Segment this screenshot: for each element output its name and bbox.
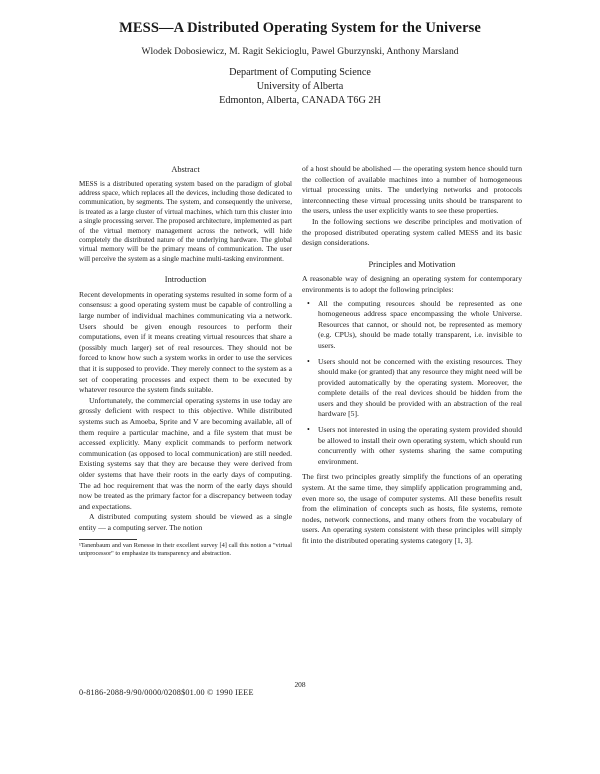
- intro-paragraph-2: Unfortunately, the commercial operating systems in use today are grossly deficient with respect to this objective. While distributed systems such as Amoeba, Sprite and V are becoming available, all of them require a particular machine, and a file system that must be accessed explicitly. Many explicit commands to perform network communication (as opposed to local communication) are still needed. Existing systems say that they are because they were derived from older systems that have their roots in the early days of computing. The ad hoc requirement that was the norm of the early days should now be treated as the primary factor for a discrepancy between today and expectations.: [79, 395, 292, 511]
- right-paragraph-2: The first two principles greatly simplify the functions of an operating system. At the same time, they simplify application programming and, even more so, the usage of computer systems. All these benefits result from the elimination of concepts such as hosts, file systems, remote nodes, network connections, and many others from the vocabulary of users. An operating system consistent with these principles will simply fit into the distributed operating systems category [1, 3].: [302, 472, 522, 545]
- principle-item: [302, 357, 522, 421]
- principle-text: Users not interested in using the operating system provided should be allowed to install their own operating system, which should run concurrently with other systems sharing the same computing environment.: [318, 425, 522, 466]
- affiliation: [0, 66, 600, 108]
- bullet-icon: •: [307, 425, 310, 435]
- footnote-rule: [79, 539, 137, 540]
- footnote: ¹Tanenbaum and van Renesse in their excellent survey [4] call this notion a "virtual uniprocessor" to emphasize its transparency and abstraction.: [79, 541, 292, 557]
- affiliation-university: University of Alberta: [256, 81, 344, 92]
- right-paragraph-0: of a host should be abolished — the operating system hence should turn the collection of available machines into a number of homogeneous virtual processing units. The underlying networks and protocols interconnecting these virtual processing units should be transparent to the users, unless the user explicitly wants to see these properties.: [302, 164, 522, 216]
- principles-list: [302, 299, 522, 468]
- intro-paragraph-3: A distributed computing system should be viewed as a single entity — a computing server. The notion: [79, 512, 292, 532]
- intro-paragraph-1: Recent developments in operating systems resulted in some form of a consensus: a good operating system must be capable of controlling a large number of individual machines communicating via a network. Users should be given enough resources to perform their computations, even if it means creating virtual resources that share a (possibly much larger) set of real resources. They should not be forced to know how such a system works in order to use the services that it is supposed to provide. They merely connect to the system as a set of cooperating processes and expect them to be executed by whatever resource the system finds suitable.: [79, 289, 292, 395]
- page-number: 208: [294, 680, 306, 689]
- paper-title: MESS—A Distributed Operating System for the Universe: [119, 20, 481, 36]
- bullet-icon: •: [307, 356, 310, 366]
- right-column: [302, 164, 522, 547]
- abstract-text: MESS is a distributed operating system based on the paradigm of global address space, which replaces all the devices, including those dedicated to communication, by segments. The system, and consequently the universe, is treated as a large cluster of virtual machines, which turn this cluster into a single processing server. The proposed architecture, implemented as part of the virtual memory management across the network, will hide completely the distributed nature of the underlying hardware. The global virtual memory will be the primary means of communication. The user will perceive the system as a single machine multi-tasking environment.: [79, 179, 292, 263]
- principle-text: Users should not be concerned with the existing resources. They should make (or granted) that any resource they might need will be provided automatically by the operating system. Moreover, the complete details of the real devices should be hidden from the users and they should be provided with an abstraction of the real hardware [5].: [318, 356, 522, 419]
- principle-item: [302, 425, 522, 467]
- principles-intro: A reasonable way of designing an operating system for contemporary environments is to adopt the following principles:: [302, 274, 522, 294]
- author-list: Wlodek Dobosiewicz, M. Ragit Sekicioglu, Pawel Gburzynski, Anthony Marsland: [141, 46, 459, 57]
- affiliation-dept: Department of Computing Science: [229, 67, 371, 78]
- left-column: [79, 165, 292, 558]
- principle-item: [302, 299, 522, 352]
- principles-heading: Principles and Motivation: [368, 259, 456, 269]
- introduction-heading: Introduction: [164, 275, 207, 285]
- abstract-heading: Abstract: [171, 165, 200, 174]
- bullet-icon: •: [307, 298, 310, 308]
- right-paragraph-1: In the following sections we describe principles and motivation of the proposed distributed operating system called MESS and its basic design considerations.: [302, 216, 522, 248]
- affiliation-city: Edmonton, Alberta, CANADA T6G 2H: [219, 95, 381, 106]
- copyright-line: 0-8186-2088-9/90/0000/0208$01.00 © 1990 IEEE: [79, 688, 254, 697]
- principle-text: All the computing resources should be represented as one homogeneous address space encompassing the whole Universe. Resources that cannot, or should not, be represented as memory (e.g. CPUs), should be made totally transparent, i.e. invisible to users.: [318, 298, 522, 350]
